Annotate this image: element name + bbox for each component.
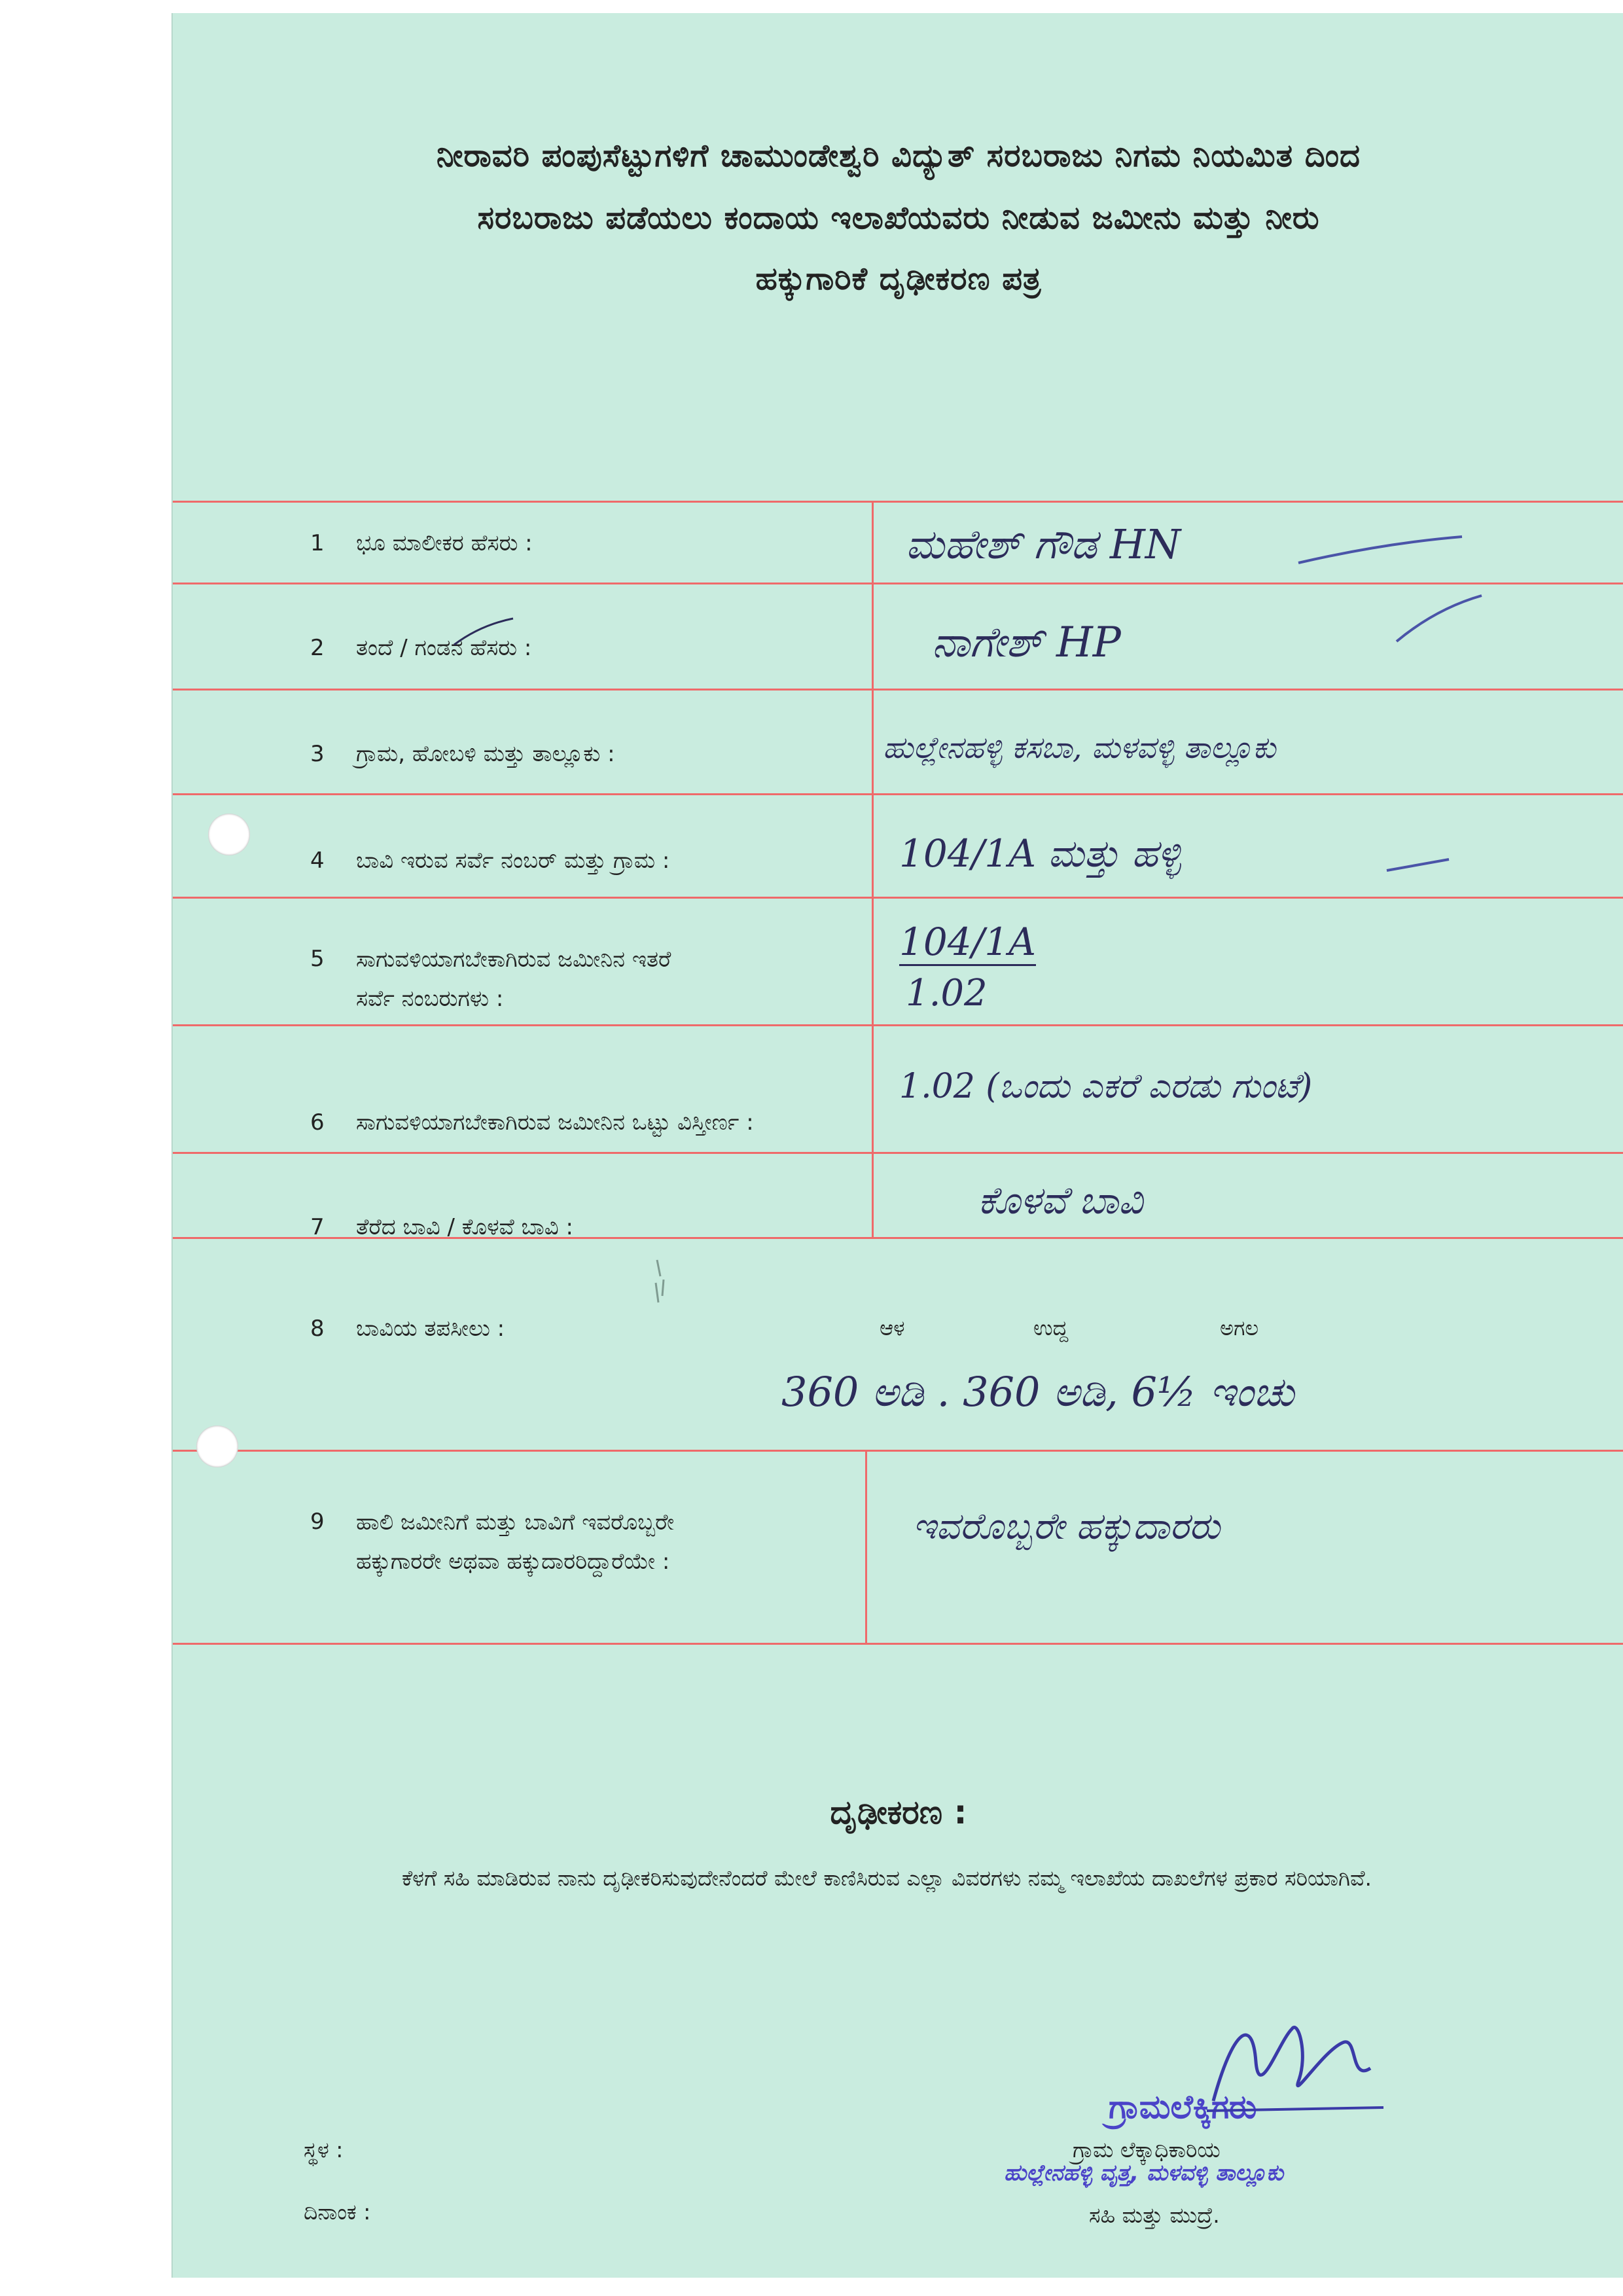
table-rule <box>173 1450 1623 1452</box>
table-rule <box>173 1152 1623 1154</box>
table-rule <box>173 1643 1623 1645</box>
row-label: ಬಾವಿಯ ತಪಸೀಲು : <box>356 1316 505 1342</box>
row-number: 4 <box>310 848 325 874</box>
row-label: ಸಾಗುವಳಿಯಾಗಬೇಕಾಗಿರುವ ಜಮೀನಿನ ಇತರೆ <box>356 946 671 973</box>
row-number: 1 <box>310 530 325 556</box>
form-title-line-2: ಸರಬರಾಜು ಪಡೆಯಲು ಕಂದಾಯ ಇಲಾಖೆಯವರು ನೀಡುವ ಜಮೀನು ಮತ್ತು ನೀರು <box>477 200 1320 236</box>
punch-hole <box>208 814 250 855</box>
pen-tick-mark <box>448 615 526 655</box>
pen-tick-mark <box>1285 524 1560 655</box>
stamp-office: ಹುಲ್ಲೇನಹಳ್ಳಿ ವೃತ್ತ, ಮಳವಳ್ಳಿ ತಾಲ್ಲೂಕು <box>1004 2160 1284 2186</box>
column-divider <box>872 501 874 1237</box>
stamp-title: ಗ್ರಾಮಲೆಕ್ಕಿಗರು <box>1109 2088 1257 2126</box>
row-number: 5 <box>310 946 325 972</box>
handwritten-owner-name: ಮಹೇಶ್ ಗೌಡ HN <box>906 520 1181 568</box>
row-label: ಭೂ ಮಾಲೀಕರ ಹೆಸರು : <box>356 530 533 556</box>
column-divider <box>865 1450 867 1643</box>
certification-title: ದೃಢೀಕರಣ : <box>830 1793 967 1831</box>
table-rule <box>173 897 1623 899</box>
row-label: ಹಾಲಿ ಜಮೀನಿಗೆ ಮತ್ತು ಬಾವಿಗೆ ಇವರೊಬ್ಬರೇ <box>356 1509 675 1535</box>
certification-text: ಕೆಳಗೆ ಸಹಿ ಮಾಡಿರುವ ನಾನು ದೃಢೀಕರಿಸುವುದೇನೆಂದರೆ ಮೇಲೆ ಕಾಣಿಸಿರುವ ಎಲ್ಲಾ ವಿವರಗಳು ನಮ್ಮ ಇಲಾಖೆಯ ದಾಖಲೆಗಳ ಪ್ರಕಾರ ಸರಿಯಾಗಿವೆ. <box>402 1865 1372 1891</box>
table-rule <box>173 793 1623 795</box>
handwritten-ownership: ಇವರೊಬ್ಬರೇ ಹಕ್ಕುದಾರರು <box>912 1505 1221 1548</box>
row-label: ಬಾವಿ ಇರುವ ಸರ್ವೆ ನಂಬರ್ ಮತ್ತು ಗ್ರಾಮ : <box>356 848 670 874</box>
handwritten-well-details: 360 ಅಡಿ . 360 ಅಡಿ, 6½ ಇಂಚು <box>781 1368 1294 1416</box>
row-label: ಸಾಗುವಳಿಯಾಗಬೇಕಾಗಿರುವ ಜಮೀನಿನ ಒಟ್ಟು ವಿಸ್ತೀರ್ಣ : <box>356 1109 754 1136</box>
place-label: ಸ್ಥಳ : <box>304 2137 344 2162</box>
table-rule <box>173 501 1623 503</box>
row-label: ಗ್ರಾಮ, ಹೋಬಳಿ ಮತ್ತು ತಾಲ್ಲೂಕು : <box>356 741 615 767</box>
handwritten-other-survey: 104/1A <box>899 920 1036 966</box>
row-label: ತೆರೆದ ಬಾವಿ / ಕೊಳವೆ ಬಾವಿ : <box>356 1214 573 1240</box>
table-rule <box>173 1024 1623 1026</box>
signature <box>1194 2003 1390 2121</box>
handwritten-other-survey-area: 1.02 <box>906 972 988 1014</box>
row-label-continued: ಸರ್ವೆ ನಂಬರುಗಳು : <box>356 986 504 1012</box>
row-number: 6 <box>310 1109 325 1136</box>
row-number: 8 <box>310 1316 325 1342</box>
column-length: ಉದ್ದ <box>1033 1316 1069 1340</box>
officer-title: ಗ್ರಾಮ ಲೆಕ್ಕಾಧಿಕಾರಿಯ <box>1073 2137 1221 2162</box>
row-label: ತಂದೆ / ಗಂಡನ ಹೆಸರು : <box>356 635 532 661</box>
handwritten-father-name: ನಾಗೇಶ್ HP <box>932 619 1121 667</box>
row-label-continued: ಹಕ್ಕುಗಾರರೇ ಅಥವಾ ಹಕ್ಕುದಾರರಿದ್ದಾರೆಯೇ : <box>356 1549 670 1575</box>
handwritten-village: ಹುಲ್ಲೇನಹಳ್ಳಿ ಕಸಬಾ, ಮಳವಳ್ಳಿ ತಾಲ್ಲೂಕು <box>883 730 1276 765</box>
handwritten-total-area: 1.02 (ಒಂದು ಎಕರೆ ಎರಡು ಗುಂಟೆ) <box>899 1067 1313 1106</box>
handwritten-well-type: ಕೊಳವೆ ಬಾವಿ <box>978 1178 1143 1223</box>
form-title-line-1: ನೀರಾವರಿ ಪಂಪುಸೆಟ್ಟುಗಳಿಗೆ ಚಾಮುಂಡೇಶ್ವರಿ ವಿದ್ಯುತ್ ಸರಬರಾಜು ನಿಗಮ ನಿಯಮಿತ ದಿಂದ <box>436 137 1361 174</box>
form-sheet <box>171 13 1623 2278</box>
row-number: 7 <box>310 1214 325 1240</box>
officer-sign-label: ಸಹಿ ಮತ್ತು ಮುದ್ರೆ. <box>1089 2202 1220 2228</box>
form-title-line-3: ಹಕ್ಕುಗಾರಿಕೆ ದೃಢೀಕರಣ ಪತ್ರ <box>755 260 1042 297</box>
handwritten-survey-number: 104/1A ಮತ್ತು ಹಳ್ಳಿ <box>899 831 1181 876</box>
row-number: 2 <box>310 635 325 661</box>
table-rule <box>173 689 1623 691</box>
row-number: 3 <box>310 741 325 767</box>
column-depth: ಆಳ <box>880 1316 905 1340</box>
row-number: 9 <box>310 1509 325 1535</box>
pen-tick-mark <box>1383 854 1462 880</box>
paper-smudge <box>644 1257 683 1309</box>
column-width: ಅಗಲ <box>1220 1316 1259 1340</box>
date-label: ದಿನಾಂಕ : <box>304 2199 371 2225</box>
punch-hole <box>196 1426 238 1467</box>
